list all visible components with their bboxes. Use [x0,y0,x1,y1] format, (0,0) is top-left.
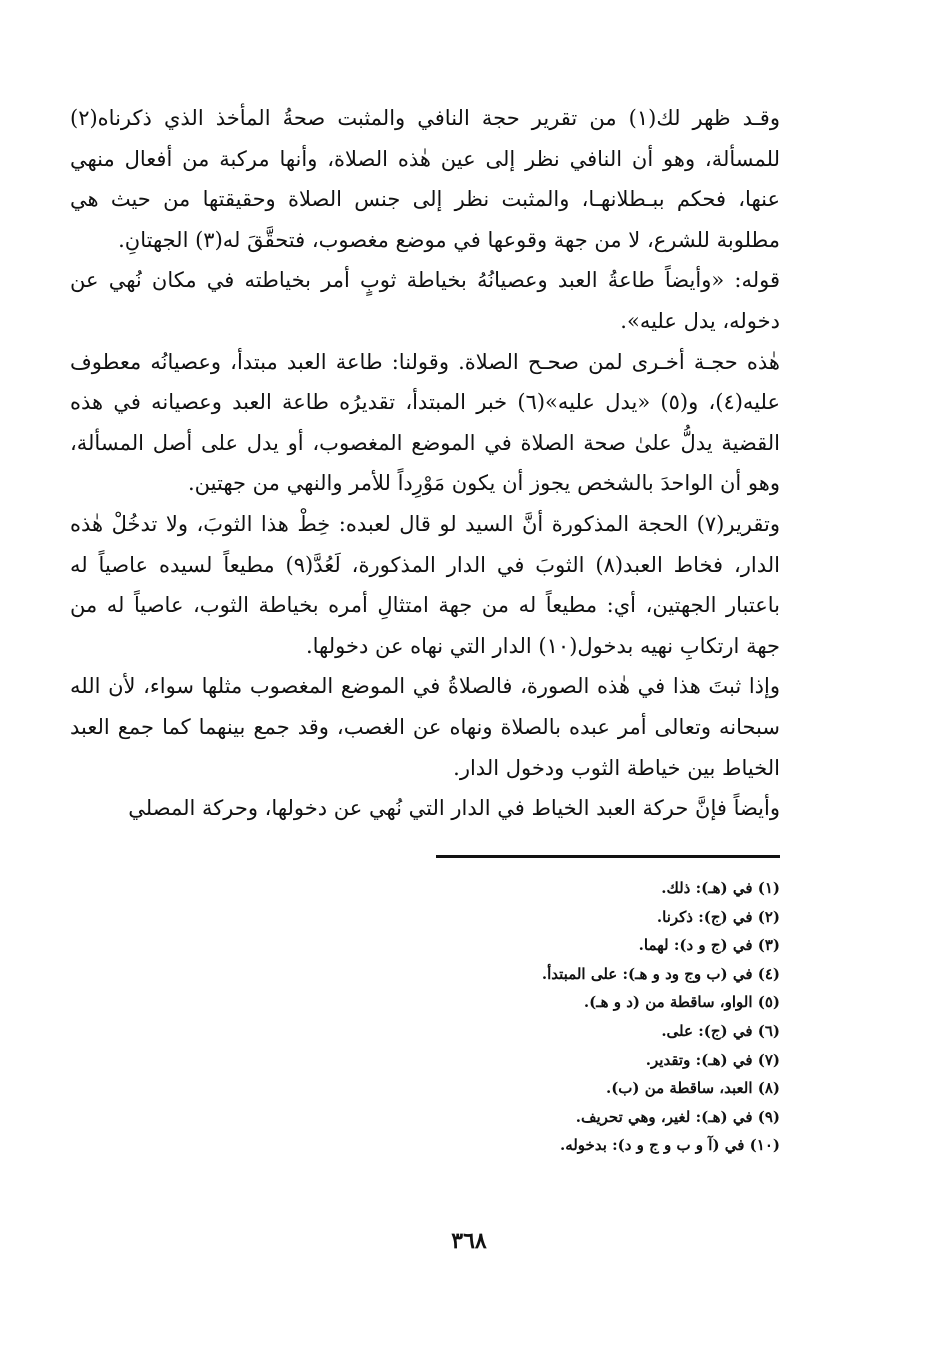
paragraph-4: وتقرير(٧) الحجة المذكورة أنَّ السيد لو قال لعبده: خِطْ هذا الثوبَ، ولا تدخُلْ هٰذه الدار، فخاط العبد(٨) الثوبَ في الدار المذكورة، لَعُدَّ(٩) مطيعاً لسيده عاصياً له باعتبار الجهتين، أي: مطيعاً له من جهة امتثالِ أمره بخياطة الثوب، عاصياً له من جهة ارتكابِ نهيه بدخول(١٠) الدار التي نهاه عن دخولها. [70,511,780,658]
footnote-5: (٥) الواو، ساقطة من (د و هـ). [583,993,780,1012]
footnote-9: (٩) في (هـ): لغير، وهي تحريف. [575,1107,780,1126]
paragraph-2: قوله: «وأيضاً طاعةُ العبد وعصيانُهُ بخياطة ثوبٍ أمر بخياطته في مكان نُهي عن دخوله، يدل عليه». [70,268,780,333]
paragraph-5: وإذا ثبتَ هذا في هٰذه الصورة، فالصلاةُ في الموضع المغصوب مثلها سواء، لأن الله سبحانه وتعالى أمر عبده بالصلاة ونهاه عن الغصب، وقد جمع بينهما كما جمع العبد الخياط بين خياطة الثوب ودخول الدار. [70,674,780,780]
page-number: ٣٦٨ [451,1228,487,1254]
footnote-3: (٣) في (ج و د): لهما. [638,936,780,955]
footnote-4: (٤) في (ب وج ود و هـ): على المبتدأ. [541,964,780,983]
footnote-1: (١) في (هـ): ذلك. [661,879,780,897]
footnotes-list [300,874,780,1160]
paragraph-6: وأيضاً فإنَّ حركة العبد الخياط في الدار التي نُهي عن دخولها، وحركة المصلي [128,796,780,821]
paragraph-3: هٰذه حجـة أخـرى لمن صحـح الصلاة. وقولنا: طاعة العبد مبتدأ، وعصيانُه معطوف عليه(٤)، و(٥) «يدل عليه»(٦) خبر المبتدأ، تقديرُه طاعة العبد وعصيانه في هذه القضية يدلُّ علىٰ صحة الصلاة في الموضع المغصوب، أو يدل على أصل المسألة، وهو أن الواحدَ بالشخص يجوز أن يكون مَوْرِداً للأمر والنهي من جهتين. [70,349,780,496]
footnote-2: (٢) في (ج): ذكرنا. [656,907,780,926]
footnote-7: (٧) في (هـ): وتقدير. [645,1050,780,1069]
paragraph-1: وقـد ظهر لك(١) من تقرير حجة النافي والمثبت صحةُ المأخذ الذي ذكرناه(٢) للمسألة، وهو أن النافي نظر إلى عين هٰذه الصلاة، وأنها مركبة من أفعال منهي عنها، فحكم ببـطلانهـا، والمثبت نظر إلى جنس الصلاة وحقيقتها من حيث هي مطلوبة للشرع، لا من جهة وقوعها في موضع مغصوب، فتحقَّقَ له(٣) الجهتانِ. [70,106,780,252]
footnote-8: (٨) العبد، ساقطة من (ب). [605,1079,780,1098]
footnote-6: (٦) في (ج): على. [661,1021,780,1040]
page-body [70,98,780,829]
footnote-10: (١٠) في (آ و ب و ج و د): بدخوله. [559,1136,780,1155]
footnote-separator [436,855,780,858]
